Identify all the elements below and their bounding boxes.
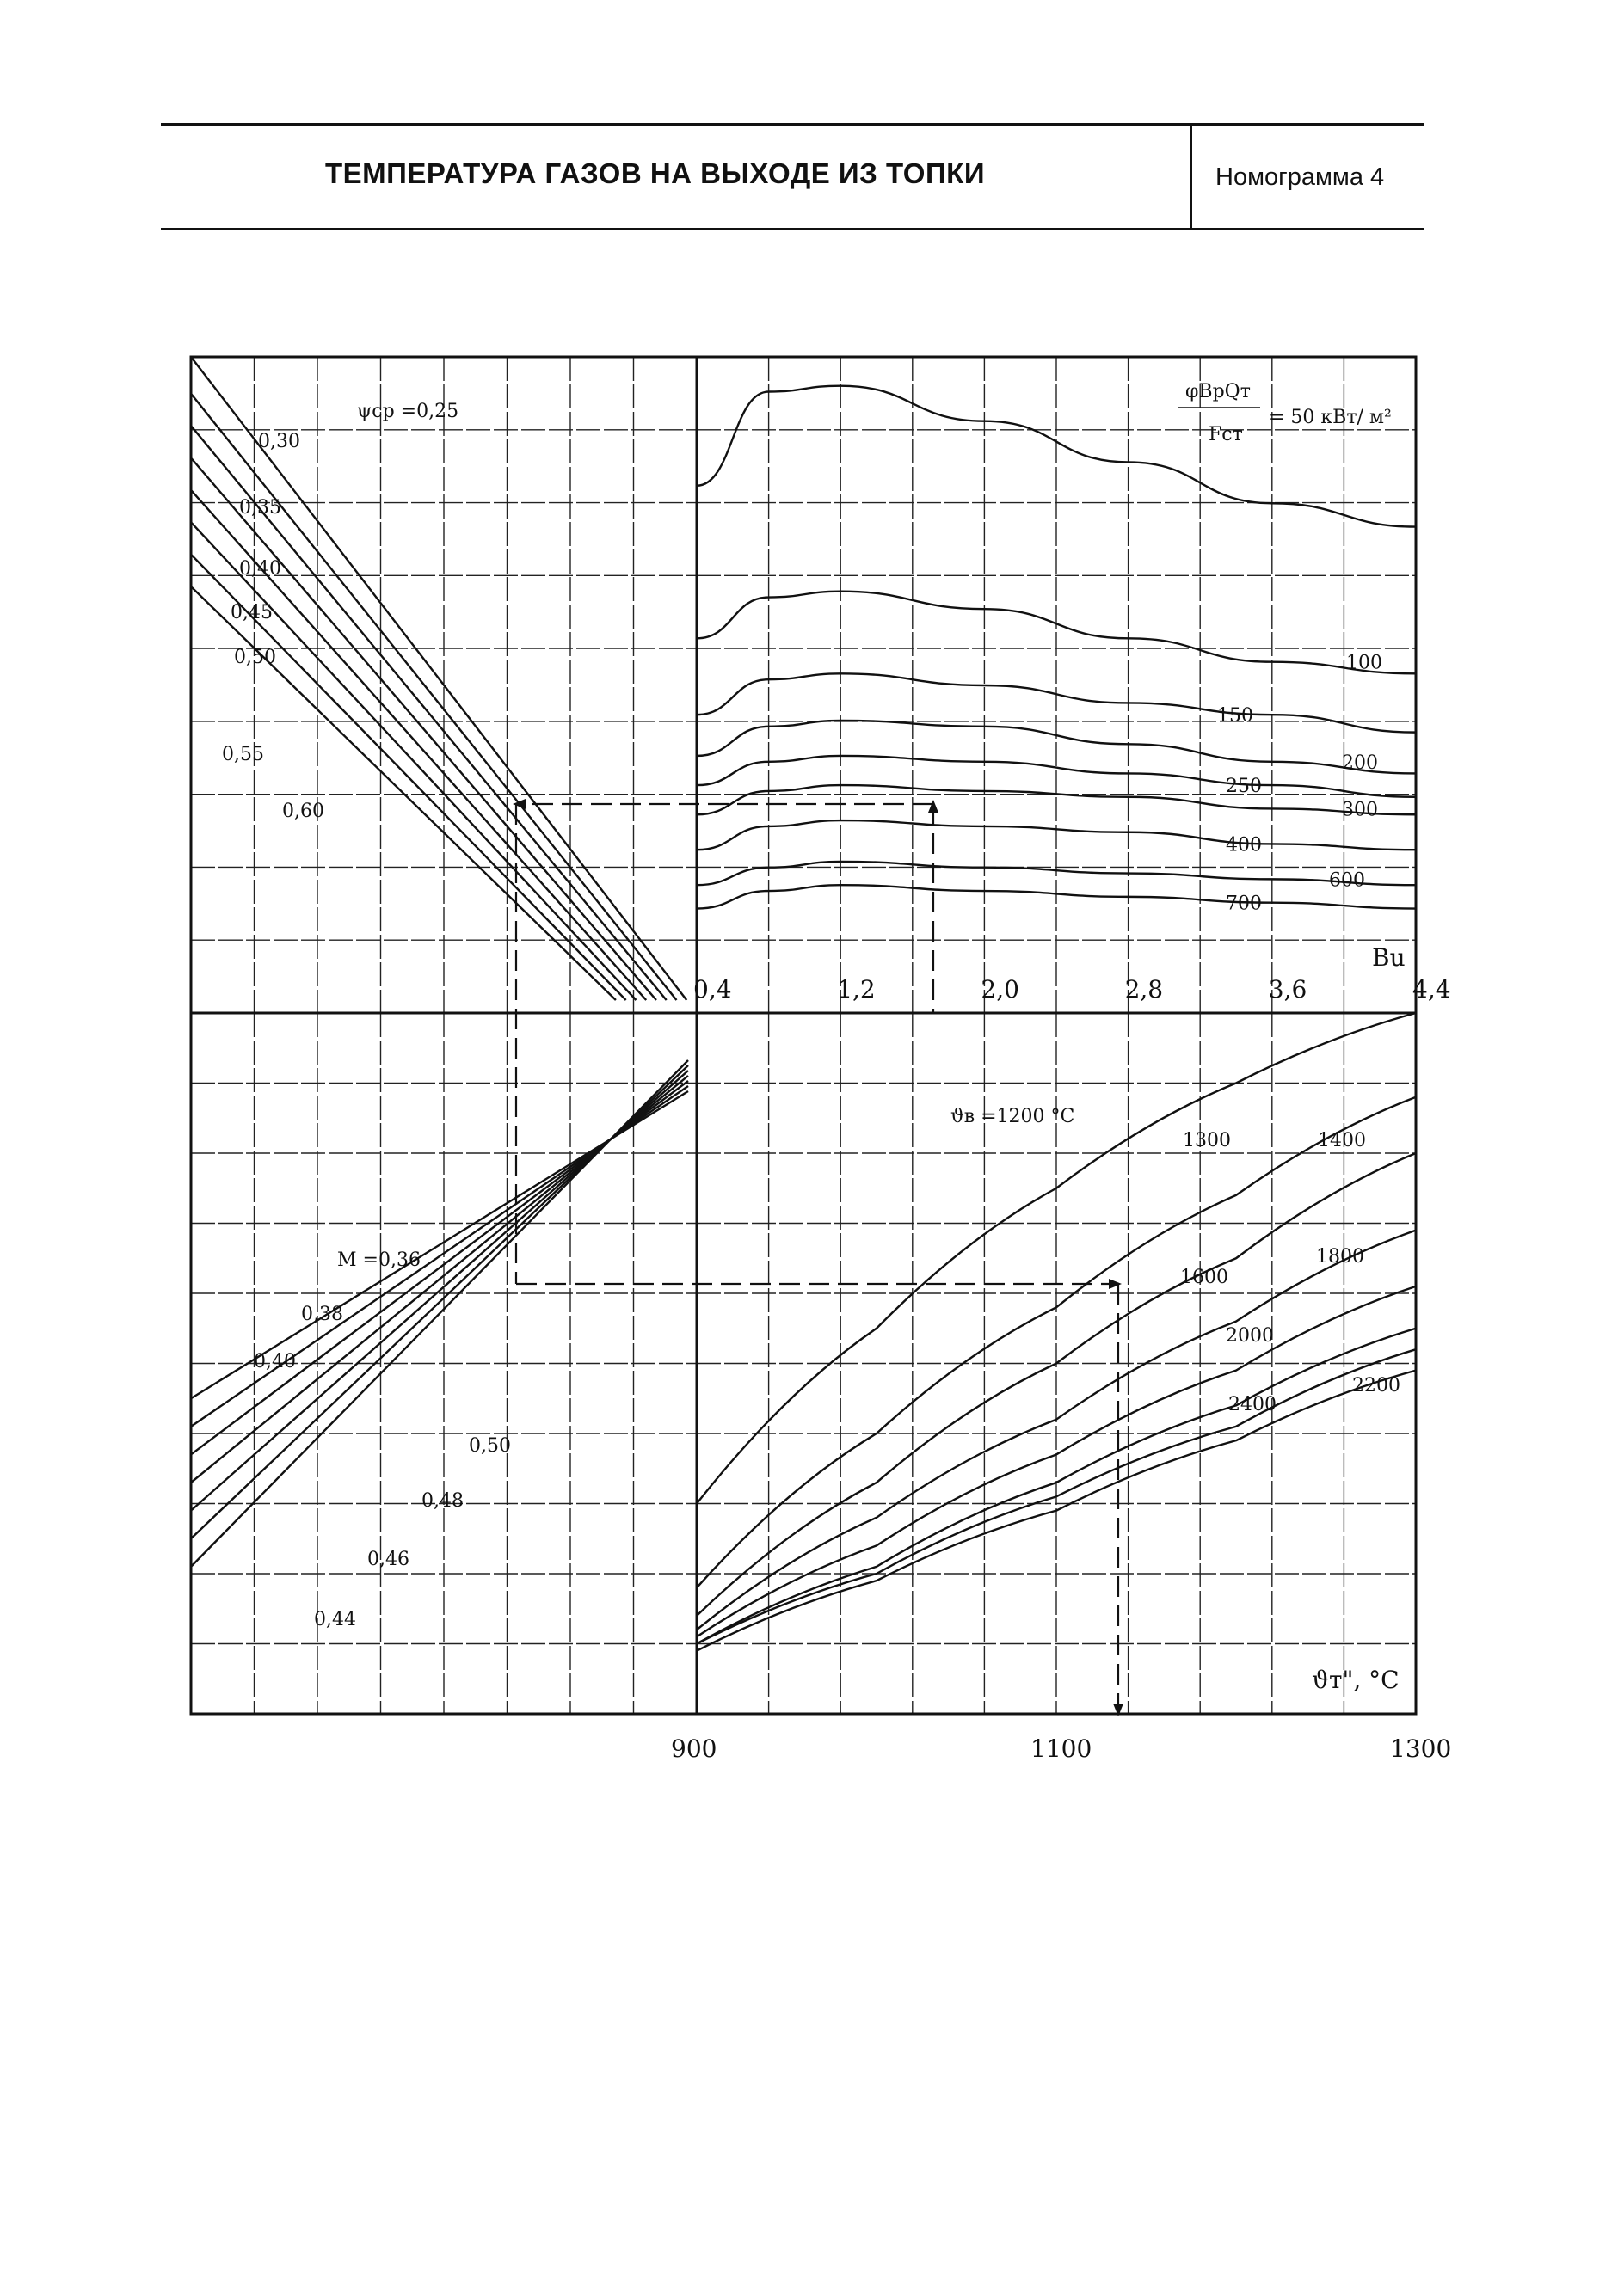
tl-line-3 [191, 458, 656, 1000]
bl-param-label: 0,48 [421, 1490, 464, 1512]
tr-x-tick: 2,0 [981, 975, 1019, 1004]
arrow-right-icon [1109, 1279, 1122, 1289]
arrow-left-icon [513, 799, 526, 809]
br-xlabel: ϑт", °C [1312, 1666, 1400, 1694]
formula-den: Fст [1209, 424, 1243, 445]
br-x-tick: 1300 [1390, 1734, 1452, 1763]
br-curve-label: 1300 [1183, 1130, 1231, 1151]
chart-frames [191, 357, 1416, 1714]
chart-labels [222, 381, 1451, 1763]
br-curve-label: 2000 [1226, 1325, 1274, 1347]
tl-param-label: 0,45 [231, 602, 273, 623]
tr-curve-label: 400 [1226, 834, 1262, 856]
formula-num: φBрQт [1185, 381, 1251, 402]
chart-frame [191, 357, 1416, 1714]
tl-param-label: 0,50 [234, 647, 276, 668]
tr-curve-label: 600 [1329, 869, 1365, 892]
bl-param-label: 0,50 [469, 1435, 511, 1457]
br-curve-label: 2400 [1228, 1394, 1277, 1415]
br-curve-label: 2200 [1352, 1375, 1400, 1397]
chart-guide-lines [513, 799, 1123, 1716]
tr-x-tick: 4,4 [1412, 975, 1451, 1004]
tr-curve-label: 700 [1226, 893, 1262, 915]
br-x-tick: 900 [671, 1734, 717, 1763]
bl-param-label: 0,40 [254, 1351, 296, 1372]
tl-param-label: 0,30 [258, 431, 300, 452]
bl-param-label: 0,46 [367, 1549, 409, 1570]
tr-curve-label: 100 [1346, 652, 1382, 674]
tr-x-tick: 0,4 [693, 975, 732, 1004]
nomogram-code: Номограмма 4 [1215, 163, 1385, 191]
br-curve-label: ϑв =1200 °C [950, 1106, 1075, 1127]
arrow-up-icon [928, 800, 938, 813]
formula-eq: = 50 кВт/ м² [1269, 407, 1392, 428]
chart-grid [191, 357, 1416, 1714]
br-x-tick: 1100 [1030, 1734, 1092, 1763]
tr-curve-label: 200 [1342, 752, 1378, 774]
tr-curve-label: 150 [1217, 705, 1253, 727]
br-curve-label: 1600 [1180, 1267, 1228, 1288]
tl-param-label: 0,55 [222, 744, 264, 765]
bl-param-label: 0,44 [314, 1609, 356, 1630]
bl-param-label: M =0,36 [337, 1249, 421, 1271]
br-curve-label: 1400 [1318, 1130, 1366, 1151]
br-curve-label: 1800 [1316, 1246, 1364, 1268]
tr-x-tick: 3,6 [1268, 975, 1307, 1004]
bl-param-label: 0,38 [301, 1304, 343, 1325]
tl-line-0 [191, 357, 686, 1000]
tr-curve-label: 250 [1226, 776, 1262, 798]
tr-x-tick: 1,2 [837, 975, 876, 1004]
tl-param-label: ψср =0,25 [357, 401, 459, 422]
tl-param-label: 0,35 [239, 497, 281, 519]
tl-param-label: 0,60 [282, 801, 324, 822]
tl-param-label: 0,40 [239, 558, 281, 580]
page-title: ТЕМПЕРАТУРА ГАЗОВ НА ВЫХОДЕ ИЗ ТОПКИ [325, 157, 986, 189]
tr-xlabel: Bu [1372, 943, 1406, 972]
tr-curve-label: 300 [1342, 799, 1378, 821]
tr-x-tick: 2,8 [1124, 975, 1164, 1004]
chart-curves [191, 357, 1416, 1651]
tl-line-1 [191, 394, 676, 1000]
